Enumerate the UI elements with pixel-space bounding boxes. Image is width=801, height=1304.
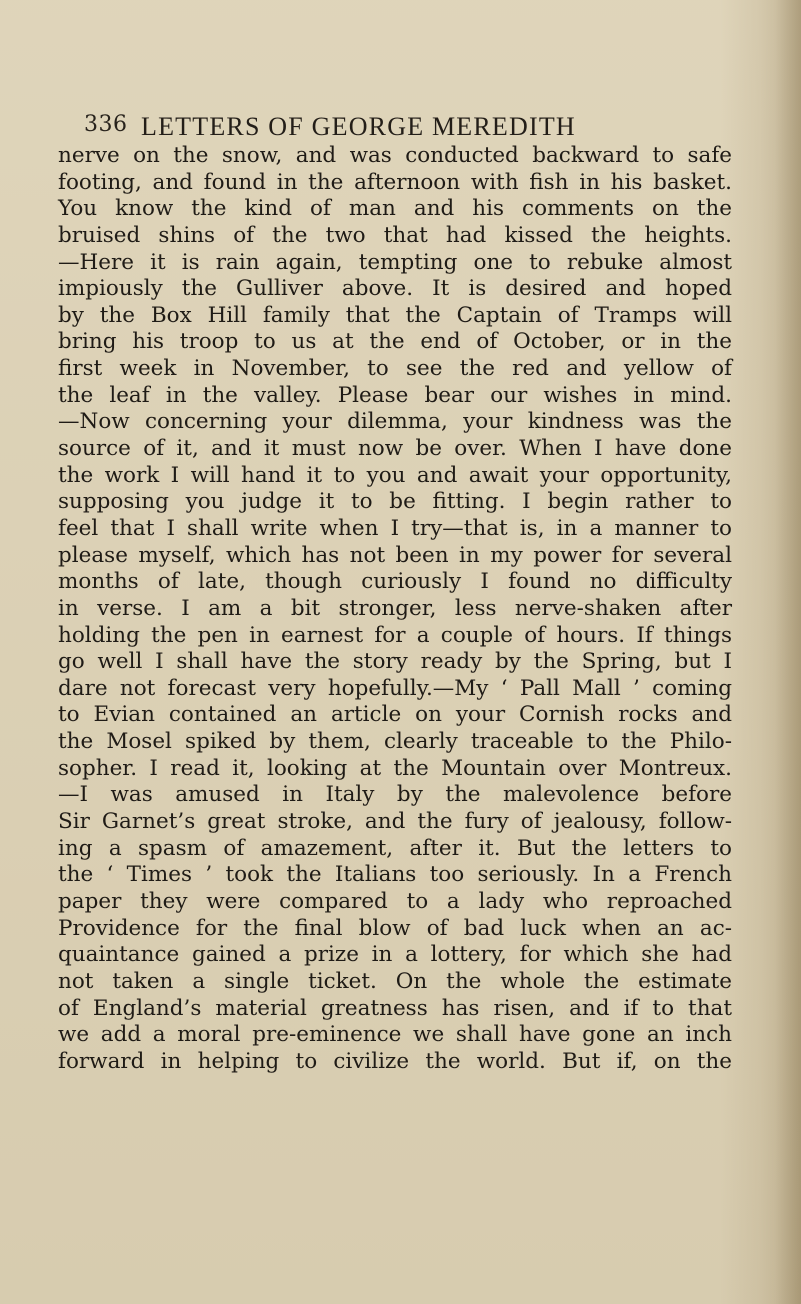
text-line: Providence for the final blow of bad luck when an ac- [58,915,732,941]
text-line: nerve on the snow, and was conducted backward to safe [58,143,732,168]
text-line: the Mosel spiked by them, clearly traceable to the Philo- [58,729,732,755]
text-line: we add a moral pre-eminence we shall have gone an inch [58,1022,732,1048]
text-line: forward in helping to civilize the world. But if, on the [58,1048,732,1074]
text-line: source of it, and it must now be over. When I have done [58,436,732,462]
text-line: —I was amused in Italy by the malevolence before [58,782,732,808]
text-line: feel that I shall write when I try—that is, in a manner to [58,515,732,541]
text-line: not taken a single ticket. On the whole the estimate [58,968,732,994]
text-line: paper they were compared to a lady who reproached [58,888,732,914]
text-line: Sir Garnet’s great stroke, and the fury of jealousy, follow- [58,809,732,835]
text-line: sopher. I read it, looking at the Mountain over Montreux. [58,755,732,781]
text-line: go well I shall have the story ready by the Spring, but I [58,649,732,675]
running-head [84,112,644,146]
text-line: You know the kind of man and his comments on the [58,196,732,222]
text-line: footing, and found in the afternoon with fish in his basket. [58,169,732,195]
text-line: to Evian contained an article on your Cornish rocks and [58,702,732,728]
text-line: —Now concerning your dilemma, your kindness was the [58,409,732,435]
page-number: 336 [84,112,128,137]
text-line: by the Box Hill family that the Captain of Tramps will [58,302,732,328]
page-edge-shadow [775,0,801,1304]
text-line: the work I will hand it to you and await your opportunity, [58,462,732,488]
text-line: first week in November, to see the red and yellow of [58,356,732,382]
text-line: holding the pen in earnest for a couple of hours. If things [58,622,732,648]
text-line: in verse. I am a bit stronger, less nerve-shaken after [58,595,732,621]
text-line: bruised shins of the two that had kissed the heights. [58,222,732,248]
page-header-title: LETTERS OF GEORGE MEREDITH [141,112,576,141]
text-line: months of late, though curiously I found no difficulty [58,569,732,595]
text-line: the leaf in the valley. Please bear our wishes in mind. [58,382,732,408]
text-line: ing a spasm of amazement, after it. But the letters to [58,835,732,861]
body-text [58,143,732,1075]
text-line: supposing you judge it to be fitting. I begin rather to [58,489,732,515]
text-line: of England’s material greatness has risen, and if to that [58,995,732,1021]
text-line: bring his troop to us at the end of October, or in the [58,329,732,355]
text-line: impiously the Gulliver above. It is desired and hoped [58,276,732,302]
text-line: the ‘ Times ’ took the Italians too seriously. In a French [58,862,732,888]
text-line: please myself, which has not been in my power for several [58,542,732,568]
text-line: —Here it is rain again, tempting one to rebuke almost [58,249,732,275]
text-line: dare not forecast very hopefully.—My ‘ Pall Mall ’ coming [58,675,732,701]
text-line: quaintance gained a prize in a lottery, for which she had [58,942,732,968]
